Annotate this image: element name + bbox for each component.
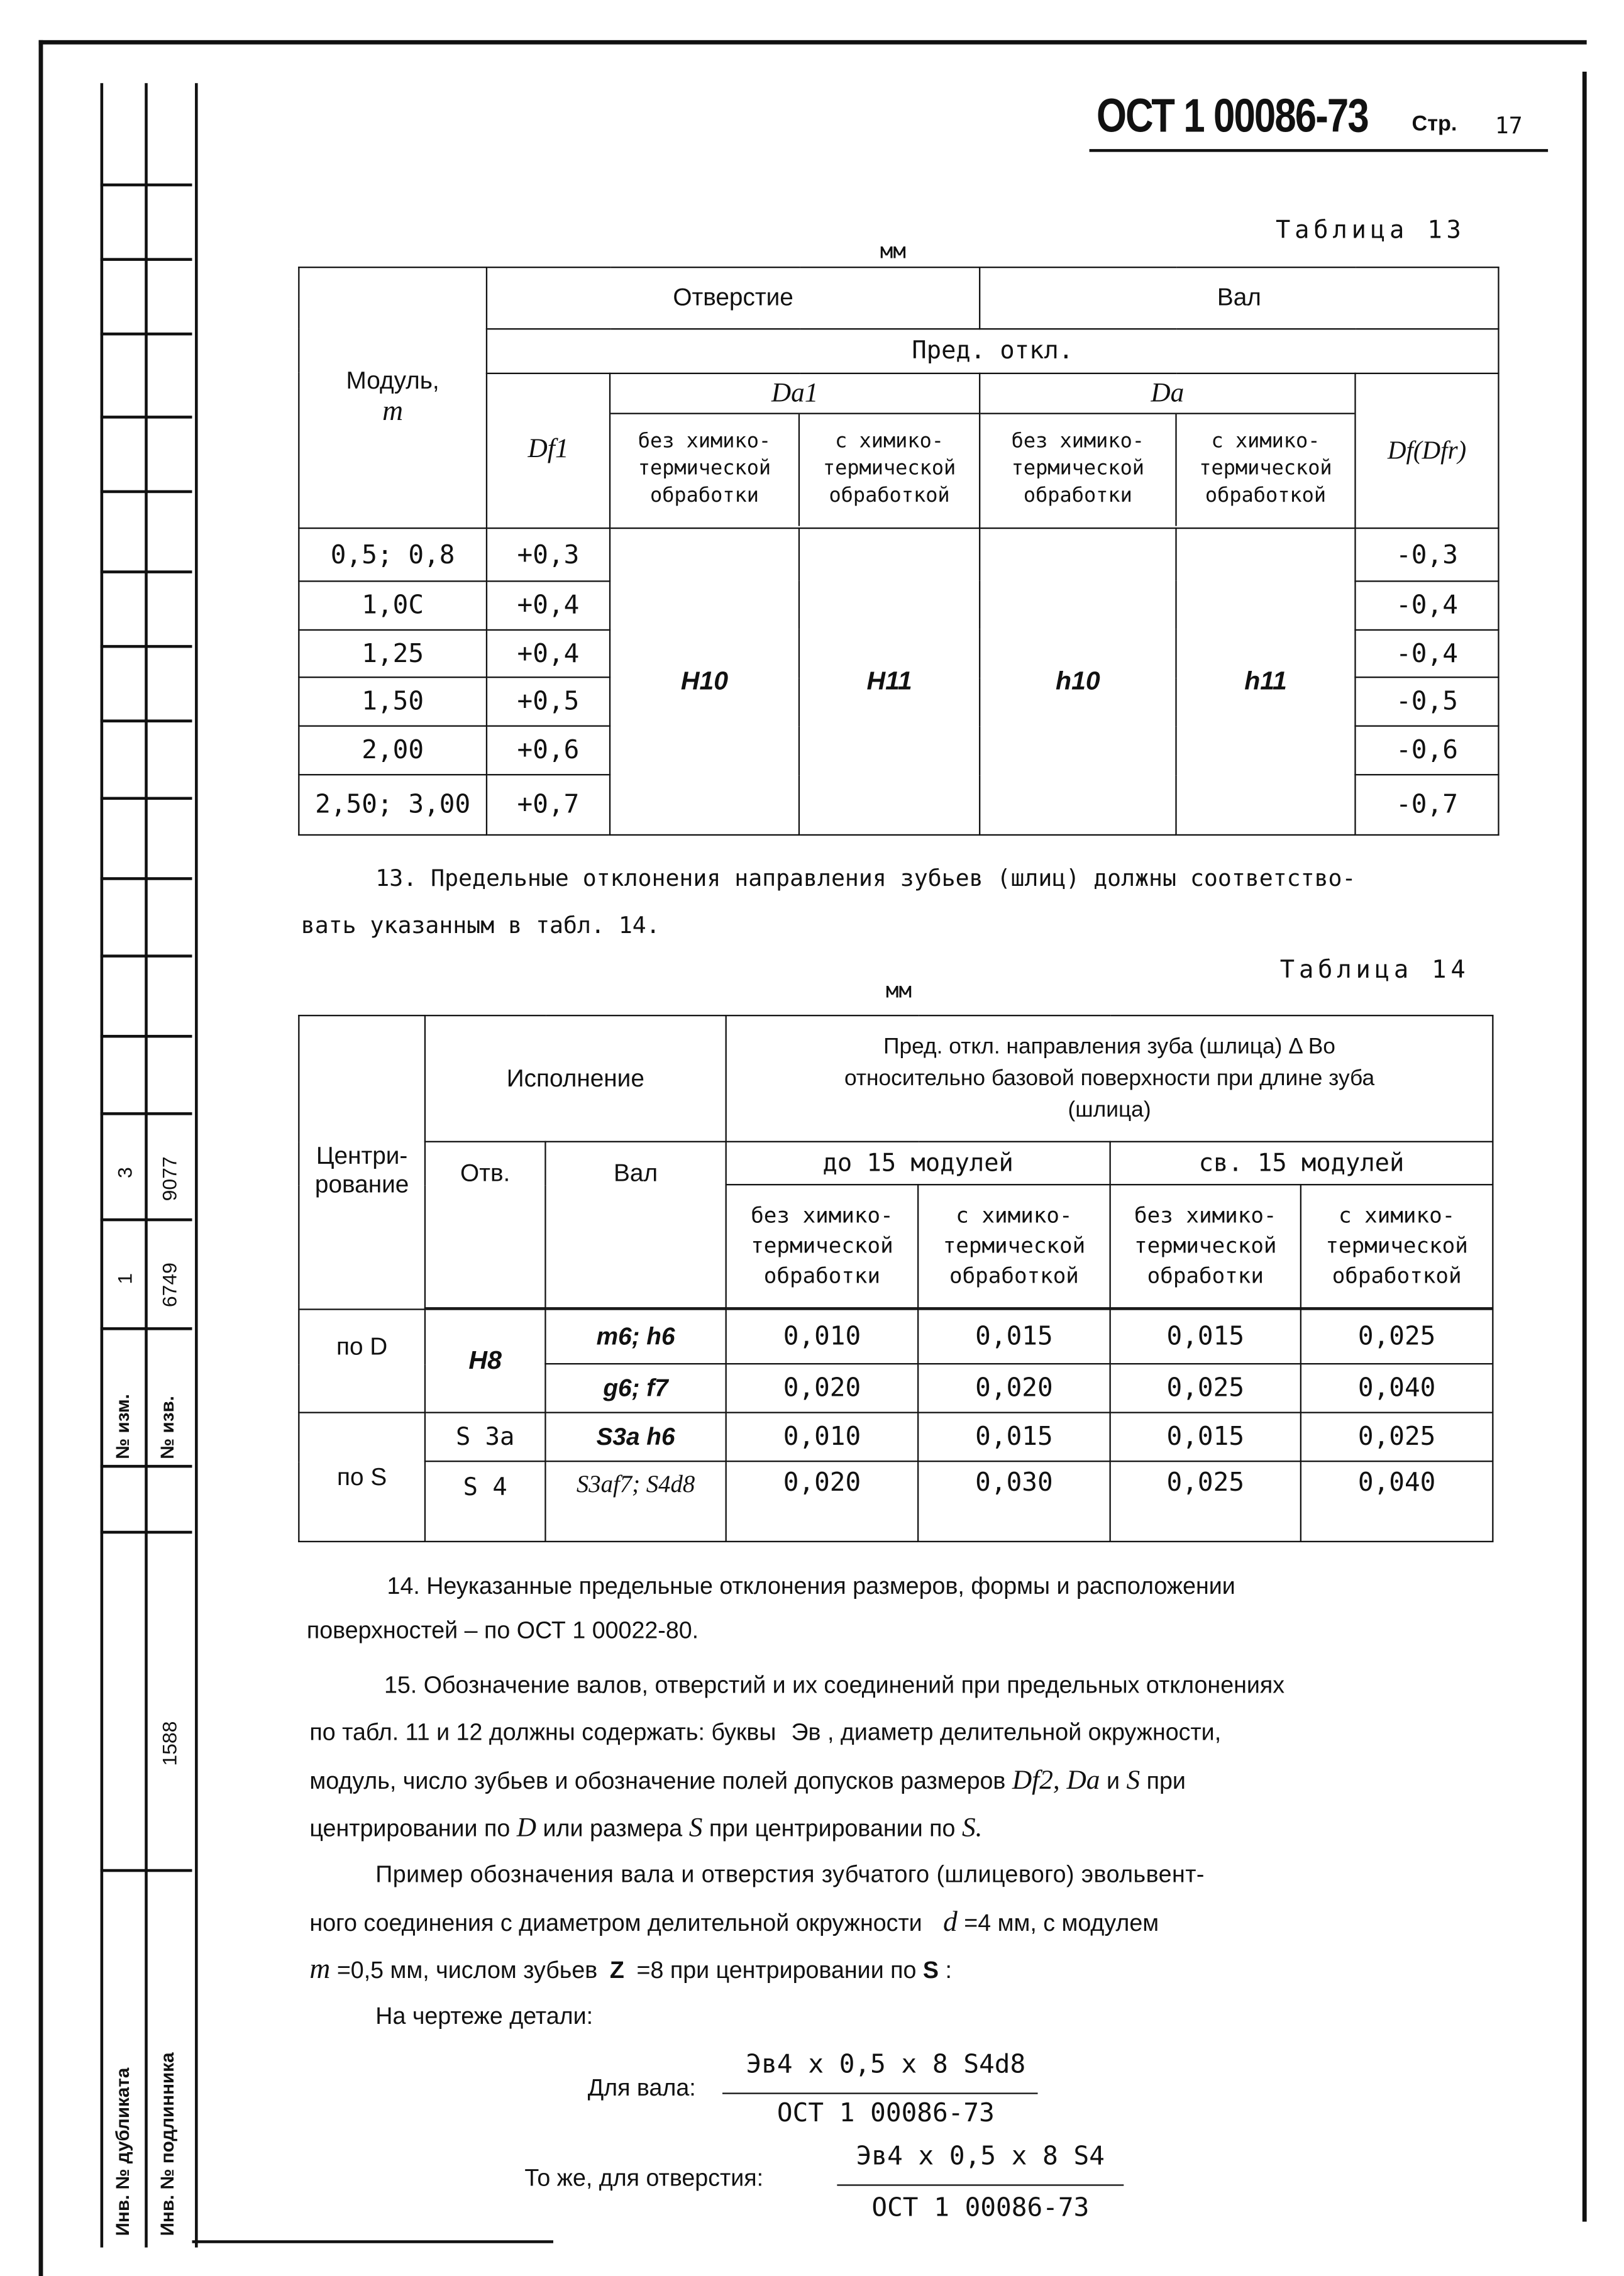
eb-symbol: Эв [791, 1720, 821, 1746]
table14-over15-chem: с химико- термической обработкой [1301, 1185, 1493, 1308]
table14-header-centering: Центри- рование [299, 1015, 425, 1309]
stamp-line [101, 570, 192, 573]
stamp-line [101, 797, 192, 800]
table14-header-execution: Исполнение [425, 1015, 726, 1142]
table13-module-label: Модуль, [346, 367, 439, 395]
header-underline [1090, 149, 1549, 152]
para15-line2: по табл. 11 и 12 должны содержать: буквы Эв , диаметр делительной окружности, [309, 1720, 1222, 1746]
stamp-line [101, 1531, 192, 1534]
para15-line4: центрировании по D или размера S при центрировании по S. [309, 1813, 983, 1843]
table14-cell: 0,040 [1301, 1461, 1493, 1542]
example-shaft-fraction-line [722, 2092, 1038, 2094]
table14-upto15-no-chem: без химико- термической обработки [726, 1185, 918, 1308]
example-line3: m =0,5 мм, числом зубьев Z =8 при центрировании по S : [309, 1953, 952, 1986]
table14-header-over15: св. 15 модулей [1110, 1142, 1493, 1185]
table14-header-deviation: Пред. откл. направления зуба (шлица) Δ Bo относительно базовой поверхности при длине зуба (шлица) [726, 1015, 1493, 1142]
table13-row-module: 1,50 [299, 678, 487, 726]
stamp-rev-label-1: № изм. [111, 1394, 134, 1459]
table13-da-no-chem: без химико- термической обработки [980, 414, 1176, 526]
frame-top [39, 40, 1587, 45]
stamp-line [101, 1465, 192, 1468]
table13-row-df1: +0,7 [487, 775, 610, 835]
table13-unit: мм [880, 238, 906, 264]
example-hole-numerator: Эв4 x 0,5 x 8 S4 [856, 2141, 1105, 2172]
table14-shaft-m6h6: m6; h6 [545, 1310, 726, 1364]
table14-cell: 0,015 [1110, 1310, 1301, 1364]
table13-da1-no-chem: без химико- термической обработки [610, 414, 800, 526]
table13-row-df1: +0,3 [487, 528, 610, 581]
stamp-rev-val-1b: 3 [113, 1167, 136, 1178]
stamp-dup-label: Инв. № дубликата [111, 2067, 134, 2236]
table14-po-d: по D [299, 1310, 425, 1413]
example-shaft-label: Для вала: [587, 2075, 696, 2102]
stamp-line [101, 877, 192, 880]
example-line4: На чертеже детали: [375, 2004, 594, 2030]
table14-cell: 0,015 [1110, 1413, 1301, 1462]
example-line2: ного соединения с диаметром делительной окружности d =4 мм, с модулем [309, 1906, 1159, 1938]
table14-cell: 0,025 [1301, 1310, 1493, 1364]
table13-row-df: -0,5 [1356, 678, 1499, 726]
table14-header-hole: Отв. [425, 1142, 545, 1308]
table13-header-da: Da [980, 375, 1354, 414]
para14-line1: 14. Неуказанные предельные отклонения размеров, формы и расположении [387, 1574, 1235, 1600]
table14-cell: 0,040 [1301, 1364, 1493, 1413]
stamp-divider [145, 83, 148, 2247]
table13-row-module: 2,50; 3,00 [299, 775, 487, 835]
page-label: Стр. [1411, 111, 1457, 136]
table13-module-symbol: m [382, 395, 404, 428]
table13-fit-h11: H11 [799, 528, 980, 835]
table14-cell: 0,025 [1110, 1461, 1301, 1542]
stamp-line [101, 258, 192, 261]
example-shaft-numerator: Эв4 x 0,5 x 8 S4d8 [746, 2050, 1026, 2080]
table14-cell: 0,025 [1301, 1413, 1493, 1462]
table14-shaft-s3af7s4d8: S3af7; S4d8 [545, 1461, 726, 1542]
table14-cell: 0,010 [726, 1310, 918, 1364]
stamp-line [101, 1035, 192, 1038]
stamp-line [101, 1869, 192, 1872]
table13-da-chem: с химико- термической обработкой [1199, 430, 1332, 508]
para15-line1: 15. Обозначение валов, отверстий и их соединений при предельных отклонениях [384, 1672, 1285, 1699]
table14-shaft-g6f7: g6; f7 [545, 1364, 726, 1413]
table14-hole-s3a: S 3a [425, 1413, 545, 1462]
table13-row-df1: +0,6 [487, 726, 610, 775]
example-hole-label: То же, для отверстия: [524, 2165, 764, 2192]
stamp-line [101, 719, 192, 722]
table13-header-da1: Da1 [610, 375, 979, 414]
bottom-line [192, 2240, 553, 2243]
table14-hole-h8: H8 [425, 1310, 545, 1413]
table14-cell: 0,030 [918, 1461, 1110, 1542]
table13-title: Таблица 13 [1275, 216, 1466, 245]
stamp-rev-val-2a: 6749 [157, 1262, 181, 1308]
stamp-line [101, 490, 192, 494]
table14-cell: 0,010 [726, 1413, 918, 1462]
example-hole-denominator: ОСТ 1 00086-73 [871, 2192, 1090, 2223]
table13-header-module [299, 267, 487, 528]
table13-row-df: -0,4 [1356, 581, 1499, 629]
table13-header-pred-otkl: Пред. откл. [487, 329, 1499, 373]
table13-row-df1: +0,4 [487, 581, 610, 629]
stamp-line [101, 1327, 192, 1330]
stamp-rev-label-2: № изв. [156, 1396, 178, 1459]
para13-line2: вать указанным в табл. 14. [301, 911, 660, 939]
document-code: ОСТ 1 00086-73 [1096, 89, 1368, 142]
table13-fit-h10: H10 [610, 528, 799, 835]
table13-row-df1: +0,4 [487, 629, 610, 678]
stamp-orig-label: Инв. № подлинника [156, 2052, 178, 2236]
table13-row-module: 1,0С [299, 581, 487, 629]
stamp-rev-val-1a: 1 [113, 1273, 136, 1284]
table13-header-shaft: Вал [980, 267, 1498, 329]
table13-row-df: -0,6 [1356, 726, 1499, 775]
table13-row-df1: +0,5 [487, 678, 610, 726]
table13-header-da-group [980, 373, 1355, 528]
table13-row-df: -0,7 [1356, 775, 1499, 835]
example-hole-fraction-line [837, 2184, 1124, 2185]
table14-unit: мм [885, 977, 912, 1003]
table14-header-shaft: Вал [545, 1142, 726, 1308]
table13-row-module: 0,5; 0,8 [299, 528, 487, 581]
table14-shaft-s3ah6: S3a h6 [545, 1413, 726, 1462]
table14 [298, 1015, 1493, 1542]
para14-line2: поверхностей – по ОСТ 1 00022-80. [306, 1618, 699, 1644]
para15-line3: модуль, число зубьев и обозначение полей допусков размеров Df2, Da и S при [309, 1765, 1186, 1796]
table14-cell: 0,020 [726, 1461, 918, 1542]
stamp-line [101, 645, 192, 648]
table14-hole-s4: S 4 [425, 1461, 545, 1542]
table13-header-hole: Отверстие [487, 267, 980, 329]
table14-over15-no-chem: без химико- термической обработки [1110, 1185, 1301, 1308]
table13-header-df-dfr: Df(Dfr) [1356, 373, 1499, 528]
stamp-rev-val-2b: 9077 [157, 1156, 181, 1202]
table13-row-module: 2,00 [299, 726, 487, 775]
table13-header-da1-group [610, 373, 980, 528]
para13-line1: 13. Предельные отклонения направления зубьев (шлиц) должны соответство- [375, 864, 1356, 892]
table14-po-s: по S [299, 1413, 425, 1542]
stamp-line [101, 416, 192, 419]
table13-row-df: -0,3 [1356, 528, 1499, 581]
table14-cell: 0,020 [726, 1364, 918, 1413]
table13-header-df1: Df1 [487, 373, 610, 528]
table13-fit-lh11: h11 [1176, 528, 1356, 835]
table14-cell: 0,015 [918, 1310, 1110, 1364]
stamp-line [101, 1112, 192, 1115]
stamp-line [101, 184, 192, 187]
table14-header-upto15: до 15 модулей [726, 1142, 1110, 1185]
table14-cell: 0,020 [918, 1364, 1110, 1413]
frame-left [39, 40, 43, 2276]
table13-row-df: -0,4 [1356, 629, 1499, 678]
page-number: 17 [1494, 111, 1523, 140]
table14-cell: 0,025 [1110, 1364, 1301, 1413]
table14-title: Таблица 14 [1279, 956, 1470, 985]
table13 [298, 267, 1500, 836]
stamp-strip [101, 83, 198, 2247]
stamp-line [101, 333, 192, 336]
table14-cell: 0,015 [918, 1413, 1110, 1462]
table13-da1-chem: с химико- термической обработкой [822, 430, 956, 508]
frame-right [1583, 72, 1587, 2222]
example-shaft-denominator: ОСТ 1 00086-73 [776, 2098, 995, 2129]
stamp-inv-number: 1588 [157, 1721, 181, 1766]
stamp-line [101, 954, 192, 958]
example-line1: Пример обозначения вала и отверстия зубчатого (шлицевого) эвольвент- [375, 1862, 1205, 1888]
table13-row-module: 1,25 [299, 629, 487, 678]
table13-fit-lh10: h10 [980, 528, 1176, 835]
stamp-line [101, 1218, 192, 1222]
table14-upto15-chem: с химико- термической обработкой [918, 1185, 1110, 1308]
